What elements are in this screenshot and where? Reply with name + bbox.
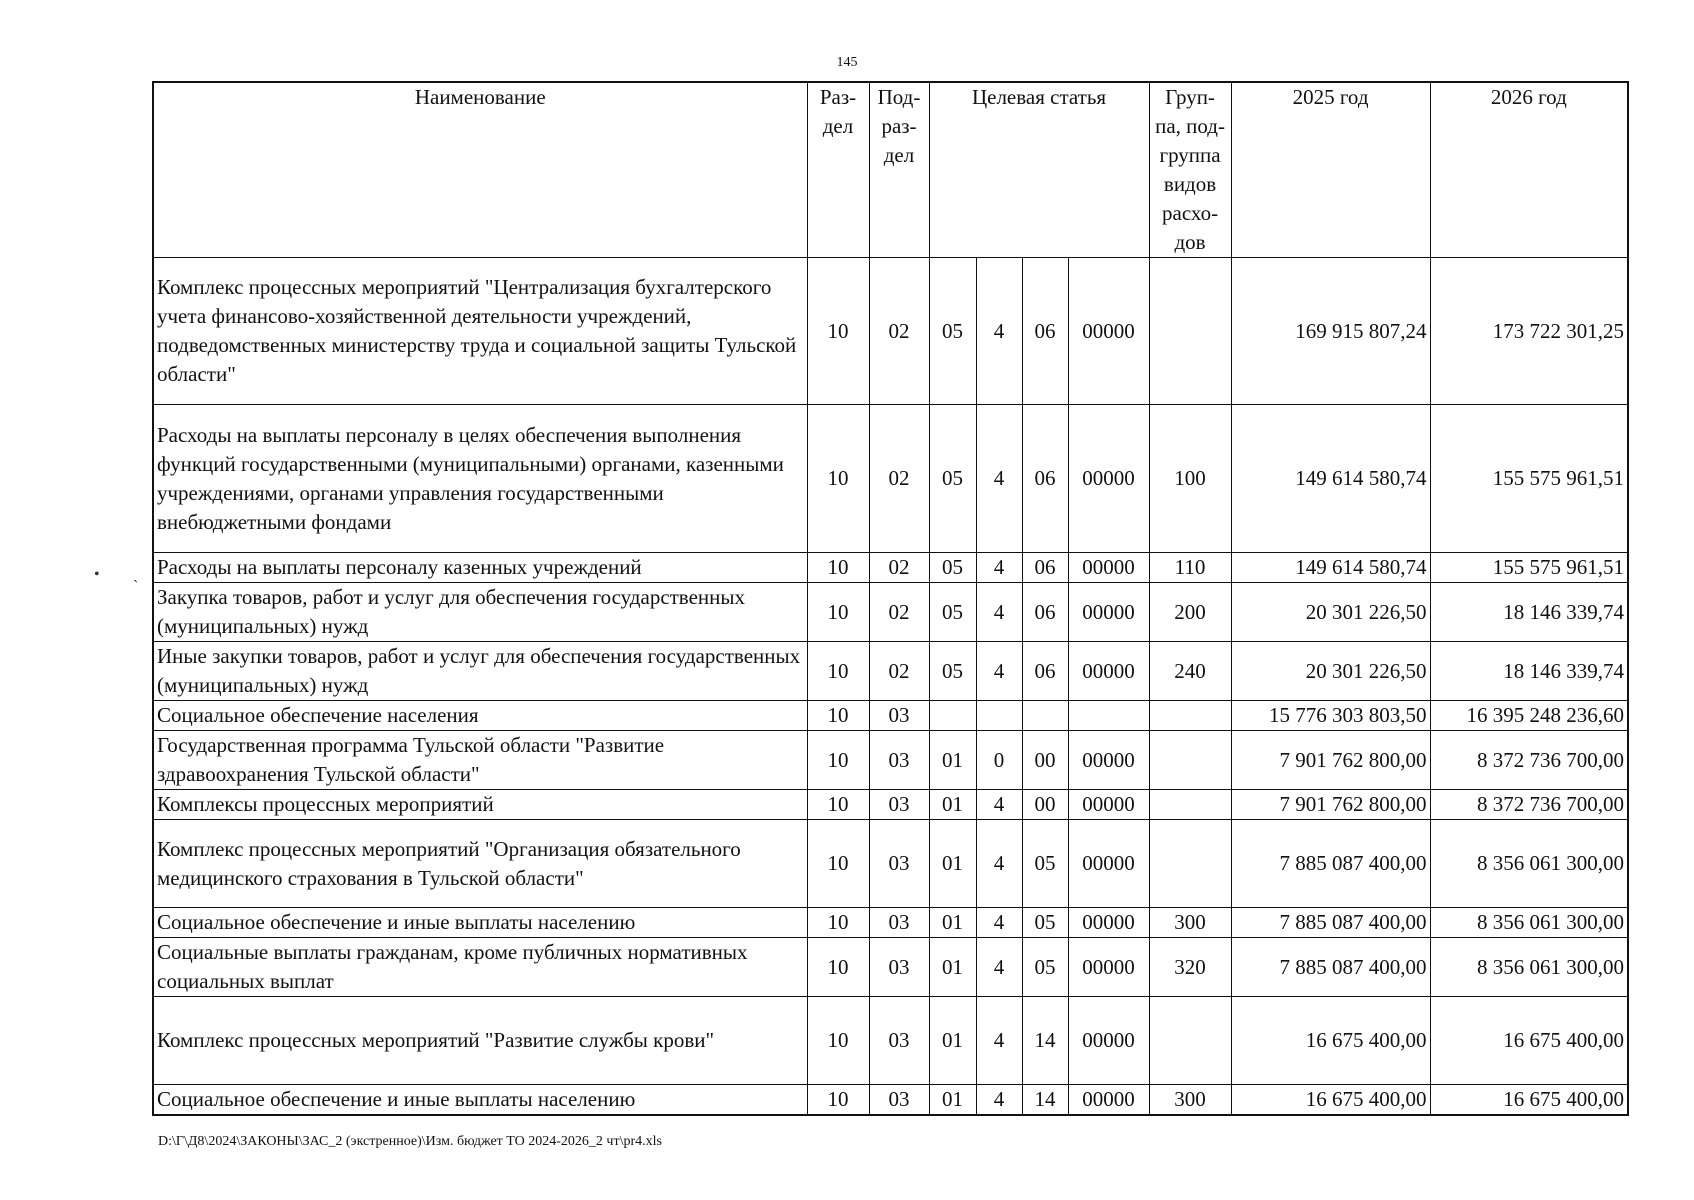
header-name: Наименование — [153, 82, 807, 258]
table-row — [153, 701, 1628, 731]
row-target-direction: 00000 — [1068, 258, 1149, 405]
row-target-subprogram: 06 — [1022, 405, 1068, 553]
row-target-program: 01 — [929, 790, 976, 820]
row-razdel: 10 — [807, 820, 869, 908]
row-expense-group — [1149, 258, 1231, 405]
row-target-program: 01 — [929, 731, 976, 790]
row-razdel: 10 — [807, 258, 869, 405]
row-target-type — [976, 701, 1022, 731]
table-row — [153, 997, 1628, 1085]
row-expense-group — [1149, 790, 1231, 820]
row-target-direction: 00000 — [1068, 553, 1149, 583]
row-razdel: 10 — [807, 405, 869, 553]
row-expense-group: 110 — [1149, 553, 1231, 583]
table-row — [153, 642, 1628, 701]
header-2025: 2025 год — [1231, 82, 1430, 258]
row-podrazdel: 03 — [869, 938, 929, 997]
row-target-subprogram — [1022, 701, 1068, 731]
row-expense-group: 300 — [1149, 1085, 1231, 1116]
row-target-subprogram: 06 — [1022, 553, 1068, 583]
table-row — [153, 731, 1628, 790]
row-expense-group — [1149, 731, 1231, 790]
row-target-program: 05 — [929, 553, 976, 583]
row-name: Социальные выплаты гражданам, кроме публичных нормативных социальных выплат — [153, 938, 807, 997]
row-name: Расходы на выплаты персоналу в целях обеспечения выполнения функций государственными (муниципальными) органами, казенными учреждениями, органами управления государственными внебюджетными фондами — [153, 405, 807, 553]
row-expense-group — [1149, 820, 1231, 908]
row-podrazdel: 03 — [869, 701, 929, 731]
row-target-subprogram: 00 — [1022, 790, 1068, 820]
row-amount-2026: 8 356 061 300,00 — [1430, 908, 1628, 938]
row-target-program: 01 — [929, 908, 976, 938]
row-target-program: 01 — [929, 997, 976, 1085]
row-target-type: 4 — [976, 583, 1022, 642]
row-podrazdel: 03 — [869, 1085, 929, 1116]
row-amount-2025: 15 776 303 803,50 — [1231, 701, 1430, 731]
row-amount-2026: 18 146 339,74 — [1430, 583, 1628, 642]
row-target-program: 01 — [929, 820, 976, 908]
row-podrazdel: 03 — [869, 820, 929, 908]
row-target-direction: 00000 — [1068, 908, 1149, 938]
row-target-subprogram: 00 — [1022, 731, 1068, 790]
table-body — [153, 258, 1628, 1116]
row-name: Комплекс процессных мероприятий "Организация обязательного медицинского страхования в Тульской области" — [153, 820, 807, 908]
row-target-subprogram: 06 — [1022, 642, 1068, 701]
row-amount-2025: 20 301 226,50 — [1231, 583, 1430, 642]
row-target-subprogram: 14 — [1022, 997, 1068, 1085]
header-expense-group: Груп- па, под- группа видов расхо- дов — [1149, 82, 1231, 258]
row-target-direction: 00000 — [1068, 790, 1149, 820]
row-amount-2025: 7 901 762 800,00 — [1231, 731, 1430, 790]
row-target-program: 01 — [929, 1085, 976, 1116]
row-amount-2026: 16 675 400,00 — [1430, 997, 1628, 1085]
row-target-program — [929, 701, 976, 731]
row-target-type: 4 — [976, 553, 1022, 583]
row-razdel: 10 — [807, 731, 869, 790]
table-row — [153, 790, 1628, 820]
row-target-type: 4 — [976, 642, 1022, 701]
row-target-direction: 00000 — [1068, 820, 1149, 908]
table-row — [153, 405, 1628, 553]
row-target-type: 4 — [976, 997, 1022, 1085]
table-header-row — [153, 82, 1628, 258]
row-podrazdel: 02 — [869, 405, 929, 553]
row-expense-group: 200 — [1149, 583, 1231, 642]
row-expense-group — [1149, 997, 1231, 1085]
row-amount-2026: 155 575 961,51 — [1430, 405, 1628, 553]
header-podrazdel: Под- раз- дел — [869, 82, 929, 258]
row-podrazdel: 02 — [869, 583, 929, 642]
row-expense-group: 320 — [1149, 938, 1231, 997]
row-target-program: 05 — [929, 258, 976, 405]
row-target-subprogram: 05 — [1022, 938, 1068, 997]
row-expense-group: 100 — [1149, 405, 1231, 553]
row-target-direction: 00000 — [1068, 642, 1149, 701]
row-amount-2026: 8 372 736 700,00 — [1430, 731, 1628, 790]
row-name: Закупка товаров, работ и услуг для обеспечения государственных (муниципальных) нужд — [153, 583, 807, 642]
table-row — [153, 583, 1628, 642]
row-amount-2025: 7 885 087 400,00 — [1231, 908, 1430, 938]
scan-mark: • — [94, 566, 100, 583]
row-name: Государственная программа Тульской области "Развитие здравоохранения Тульской области" — [153, 731, 807, 790]
row-target-type: 4 — [976, 258, 1022, 405]
budget-table — [152, 81, 1629, 1116]
table-row — [153, 938, 1628, 997]
row-amount-2025: 7 901 762 800,00 — [1231, 790, 1430, 820]
row-razdel: 10 — [807, 938, 869, 997]
page-number: 145 — [836, 55, 858, 70]
header-2026: 2026 год — [1430, 82, 1628, 258]
table-row — [153, 1085, 1628, 1116]
row-podrazdel: 02 — [869, 553, 929, 583]
row-razdel: 10 — [807, 908, 869, 938]
row-target-direction: 00000 — [1068, 731, 1149, 790]
row-expense-group: 240 — [1149, 642, 1231, 701]
row-target-direction: 00000 — [1068, 405, 1149, 553]
row-name: Социальное обеспечение населения — [153, 701, 807, 731]
row-amount-2025: 16 675 400,00 — [1231, 997, 1430, 1085]
row-target-type: 4 — [976, 1085, 1022, 1116]
row-target-direction: 00000 — [1068, 583, 1149, 642]
row-expense-group — [1149, 701, 1231, 731]
row-amount-2026: 16 395 248 236,60 — [1430, 701, 1628, 731]
row-target-type: 4 — [976, 938, 1022, 997]
row-target-subprogram: 14 — [1022, 1085, 1068, 1116]
row-amount-2025: 169 915 807,24 — [1231, 258, 1430, 405]
scan-mark: ˏ — [133, 566, 139, 583]
row-amount-2026: 155 575 961,51 — [1430, 553, 1628, 583]
row-target-type: 4 — [976, 820, 1022, 908]
row-name: Комплекс процессных мероприятий "Развитие службы крови" — [153, 997, 807, 1085]
row-amount-2025: 7 885 087 400,00 — [1231, 820, 1430, 908]
row-target-subprogram: 05 — [1022, 820, 1068, 908]
row-target-direction — [1068, 701, 1149, 731]
row-razdel: 10 — [807, 642, 869, 701]
row-amount-2026: 8 372 736 700,00 — [1430, 790, 1628, 820]
row-podrazdel: 02 — [869, 258, 929, 405]
row-razdel: 10 — [807, 701, 869, 731]
row-razdel: 10 — [807, 583, 869, 642]
row-amount-2025: 20 301 226,50 — [1231, 642, 1430, 701]
row-podrazdel: 03 — [869, 908, 929, 938]
row-amount-2026: 8 356 061 300,00 — [1430, 820, 1628, 908]
table-row — [153, 258, 1628, 405]
row-name: Расходы на выплаты персоналу казенных учреждений — [153, 553, 807, 583]
row-target-direction: 00000 — [1068, 938, 1149, 997]
row-name: Социальное обеспечение и иные выплаты населению — [153, 1085, 807, 1116]
row-name: Социальное обеспечение и иные выплаты населению — [153, 908, 807, 938]
footer-file-path: D:\Г\Д8\2024\ЗАКОНЫ\ЗАС_2 (экстренное)\Изм. бюджет ТО 2024-2026_2 чт\pr4.xls — [158, 1134, 662, 1149]
row-name: Комплексы процессных мероприятий — [153, 790, 807, 820]
header-razdel: Раз- дел — [807, 82, 869, 258]
row-name: Иные закупки товаров, работ и услуг для обеспечения государственных (муниципальных) нужд — [153, 642, 807, 701]
row-name: Комплекс процессных мероприятий "Централизация бухгалтерского учета финансово-хозяйственной деятельности учреждений, подведомственных министерству труда и социальной защиты Тульской области" — [153, 258, 807, 405]
row-target-type: 0 — [976, 731, 1022, 790]
row-amount-2026: 173 722 301,25 — [1430, 258, 1628, 405]
row-podrazdel: 03 — [869, 731, 929, 790]
row-target-type: 4 — [976, 908, 1022, 938]
row-amount-2025: 149 614 580,74 — [1231, 553, 1430, 583]
row-target-program: 05 — [929, 405, 976, 553]
row-podrazdel: 03 — [869, 997, 929, 1085]
row-amount-2025: 7 885 087 400,00 — [1231, 938, 1430, 997]
row-target-subprogram: 06 — [1022, 258, 1068, 405]
row-target-program: 05 — [929, 583, 976, 642]
row-razdel: 10 — [807, 997, 869, 1085]
row-target-subprogram: 05 — [1022, 908, 1068, 938]
row-target-program: 05 — [929, 642, 976, 701]
table-row — [153, 908, 1628, 938]
row-razdel: 10 — [807, 790, 869, 820]
row-amount-2026: 18 146 339,74 — [1430, 642, 1628, 701]
row-amount-2025: 149 614 580,74 — [1231, 405, 1430, 553]
row-podrazdel: 02 — [869, 642, 929, 701]
row-amount-2026: 8 356 061 300,00 — [1430, 938, 1628, 997]
row-target-direction: 00000 — [1068, 997, 1149, 1085]
row-target-subprogram: 06 — [1022, 583, 1068, 642]
row-target-program: 01 — [929, 938, 976, 997]
row-razdel: 10 — [807, 1085, 869, 1116]
row-target-direction: 00000 — [1068, 1085, 1149, 1116]
header-target-article: Целевая статья — [929, 82, 1149, 258]
row-amount-2025: 16 675 400,00 — [1231, 1085, 1430, 1116]
row-podrazdel: 03 — [869, 790, 929, 820]
row-target-type: 4 — [976, 790, 1022, 820]
table-row — [153, 553, 1628, 583]
row-amount-2026: 16 675 400,00 — [1430, 1085, 1628, 1116]
row-target-type: 4 — [976, 405, 1022, 553]
row-expense-group: 300 — [1149, 908, 1231, 938]
row-razdel: 10 — [807, 553, 869, 583]
table-row — [153, 820, 1628, 908]
